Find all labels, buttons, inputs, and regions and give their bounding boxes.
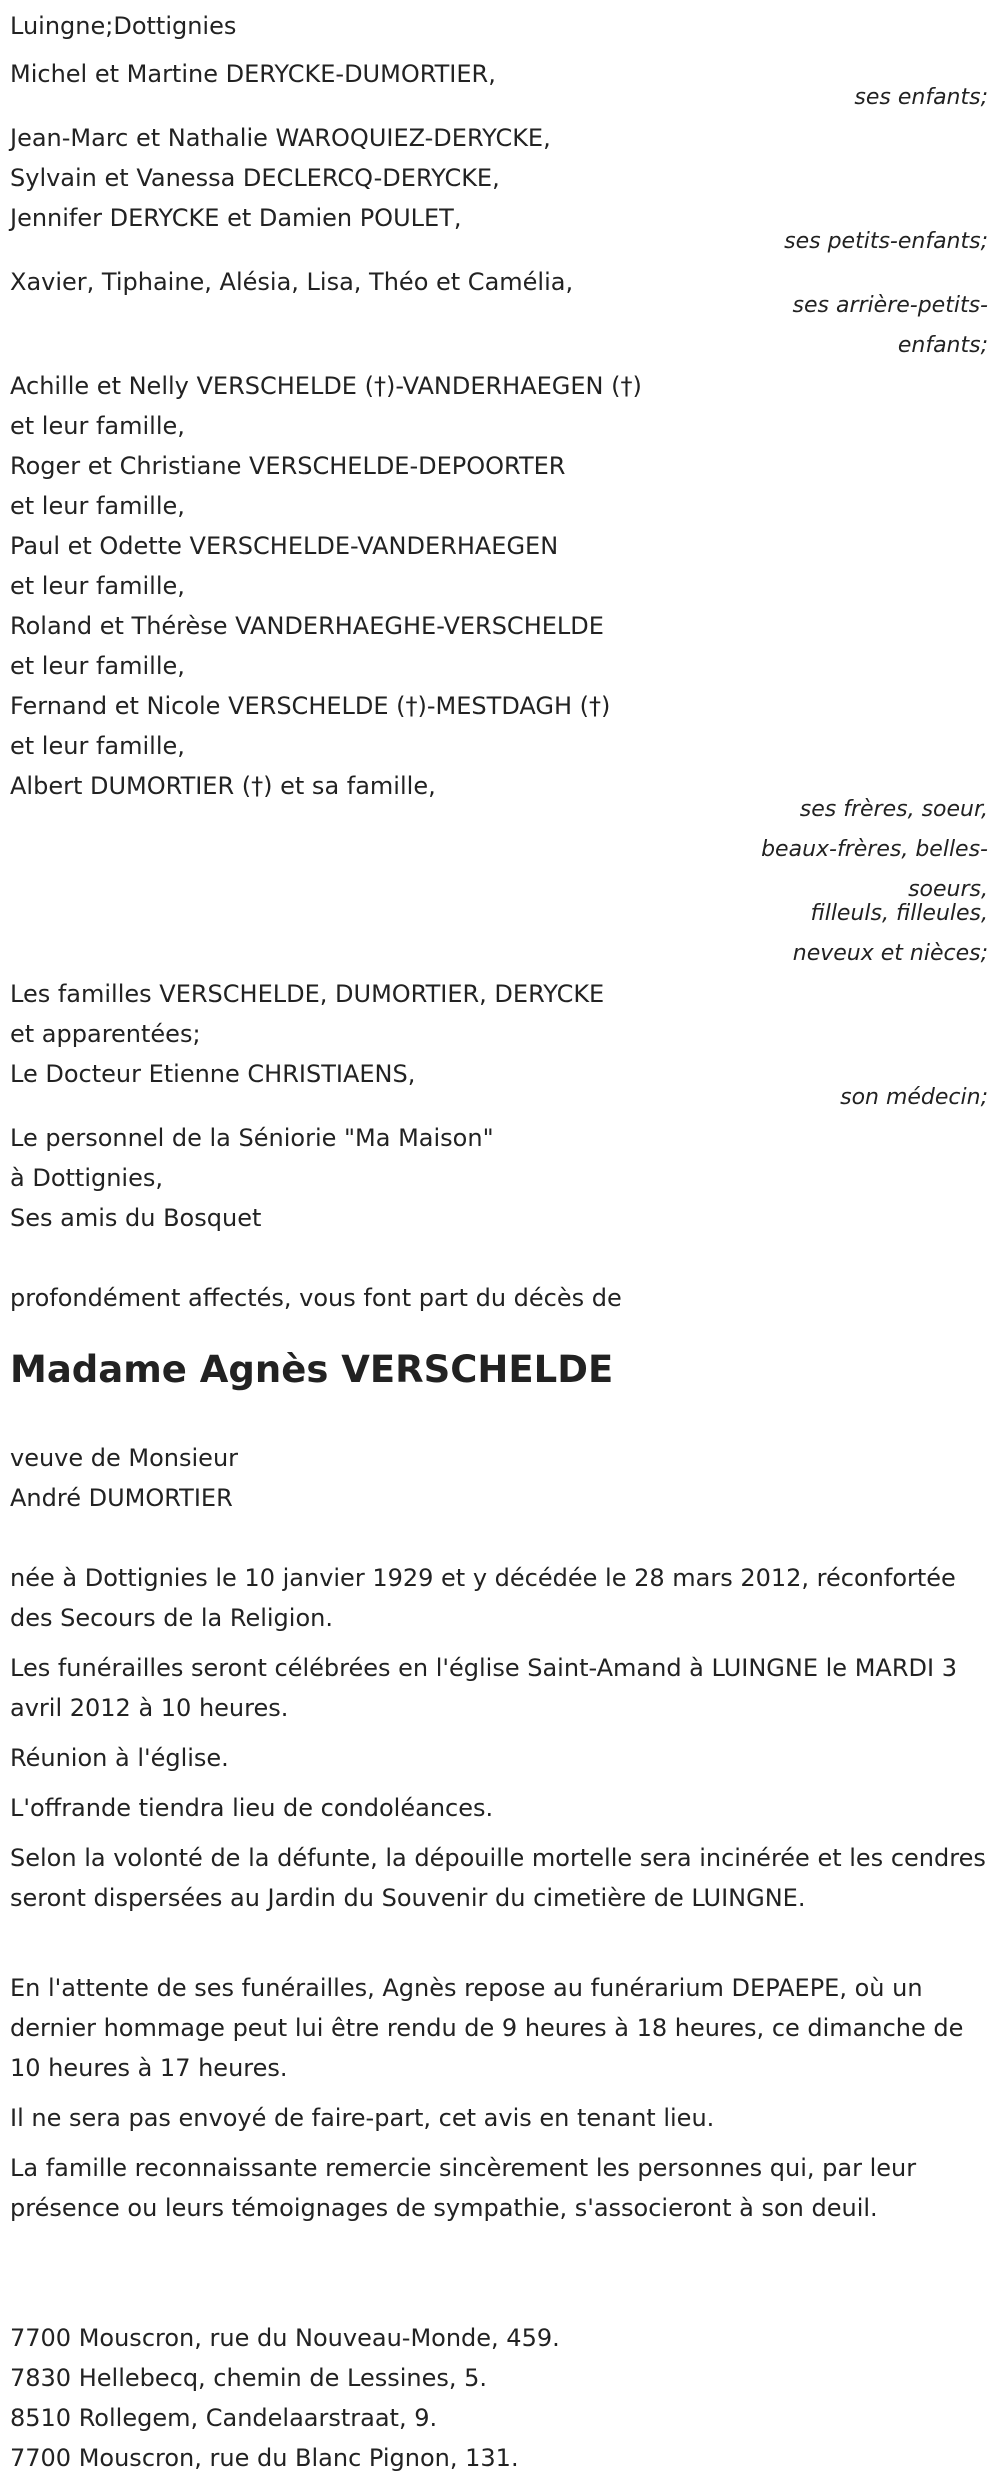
announcement-intro: profondément affectés, vous font part du décès de (10, 1284, 622, 1312)
sibling-line: Roland et Thérèse VANDERHAEGHE-VERSCHELDE (10, 612, 604, 640)
sibling-line: Albert DUMORTIER (†) et sa famille, (10, 772, 436, 800)
families-line: Les familles VERSCHELDE, DUMORTIER, DERYCKE (10, 980, 605, 1008)
families-line: et apparentées; (10, 1020, 201, 1048)
cremation-paragraph: Selon la volonté de la défunte, la dépouille mortelle sera incinérée et les cendres seront dispersées au Jardin du Souvenir du cimetière de LUINGNE. (10, 1844, 986, 1912)
friends-line: Ses amis du Bosquet (10, 1204, 262, 1232)
children-role: ses enfants; (854, 85, 988, 110)
offering-paragraph: L'offrande tiendra lieu de condoléances. (10, 1794, 494, 1822)
address-line: 7700 Mouscron, rue du Nouveau-Monde, 459. (10, 2324, 560, 2352)
doctor-role: son médecin; (840, 1085, 988, 1110)
widow-line: veuve de Monsieur (10, 1444, 239, 1472)
sibling-line: Paul et Odette VERSCHELDE-VANDERHAEGEN (10, 532, 559, 560)
sibling-line: et leur famille, (10, 652, 185, 680)
sibling-line: et leur famille, (10, 492, 185, 520)
great-grandchildren-role: enfants; (897, 333, 988, 358)
funerarium-paragraph: En l'attente de ses funérailles, Agnès repose au funérarium DEPAEPE, où un dernier hommage peut lui être rendu de 9 heures à 18 heures, ce dimanche de 10 heures à 17 heures. (10, 1974, 964, 2082)
grandchild-line: Jennifer DERYCKE et Damien POULET, (10, 204, 462, 232)
location-header: Luingne;Dottignies (10, 12, 237, 40)
funeral-paragraph: Les funérailles seront célébrées en l'église Saint-Amand à LUINGNE le MARDI 3 avril 2012 à 10 heures. (10, 1654, 957, 1722)
address-line: 7700 Mouscron, rue du Blanc Pignon, 131. (10, 2444, 519, 2472)
siblings-role: ses frères, soeur, (799, 797, 988, 822)
sibling-line: et leur famille, (10, 412, 185, 440)
no-notice-paragraph: Il ne sera pas envoyé de faire-part, cet avis en tenant lieu. (10, 2104, 715, 2132)
staff-line: Le personnel de la Séniorie "Ma Maison" (10, 1124, 494, 1152)
deceased-name: Madame Agnès VERSCHELDE (10, 1348, 614, 1391)
staff-line: à Dottignies, (10, 1164, 163, 1192)
siblings-role: filleuls, filleules, (810, 901, 988, 926)
gathering-paragraph: Réunion à l'église. (10, 1744, 229, 1772)
siblings-role: beaux-frères, belles-soeurs, (761, 837, 988, 902)
great-grandchildren-line: Xavier, Tiphaine, Alésia, Lisa, Théo et Camélia, (10, 268, 574, 296)
sibling-line: Fernand et Nicole VERSCHELDE (†)-MESTDAGH (†) (10, 692, 611, 720)
grandchild-line: Jean-Marc et Nathalie WAROQUIEZ-DERYCKE, (10, 124, 551, 152)
sibling-line: et leur famille, (10, 732, 185, 760)
doctor-line: Le Docteur Etienne CHRISTIAENS, (10, 1060, 416, 1088)
widow-line: André DUMORTIER (10, 1484, 233, 1512)
sibling-line: et leur famille, (10, 572, 185, 600)
birth-death-paragraph: née à Dottignies le 10 janvier 1929 et y décédée le 28 mars 2012, réconfortée des Secours de la Religion. (10, 1564, 956, 1632)
sibling-line: Roger et Christiane VERSCHELDE-DEPOORTER (10, 452, 566, 480)
thanks-paragraph: La famille reconnaissante remercie sincèrement les personnes qui, par leur présence ou leurs témoignages de sympathie, s'associeront à son deuil. (10, 2154, 917, 2222)
children-line: Michel et Martine DERYCKE-DUMORTIER, (10, 60, 496, 88)
siblings-role: neveux et nièces; (792, 941, 988, 966)
grandchildren-role: ses petits-enfants; (784, 229, 988, 254)
grandchild-line: Sylvain et Vanessa DECLERCQ-DERYCKE, (10, 164, 500, 192)
address-line: 7830 Hellebecq, chemin de Lessines, 5. (10, 2364, 488, 2392)
address-line: 8510 Rollegem, Candelaarstraat, 9. (10, 2404, 438, 2432)
sibling-line: Achille et Nelly VERSCHELDE (†)-VANDERHAEGEN (†) (10, 372, 642, 400)
great-grandchildren-role: ses arrière-petits- (792, 293, 988, 318)
